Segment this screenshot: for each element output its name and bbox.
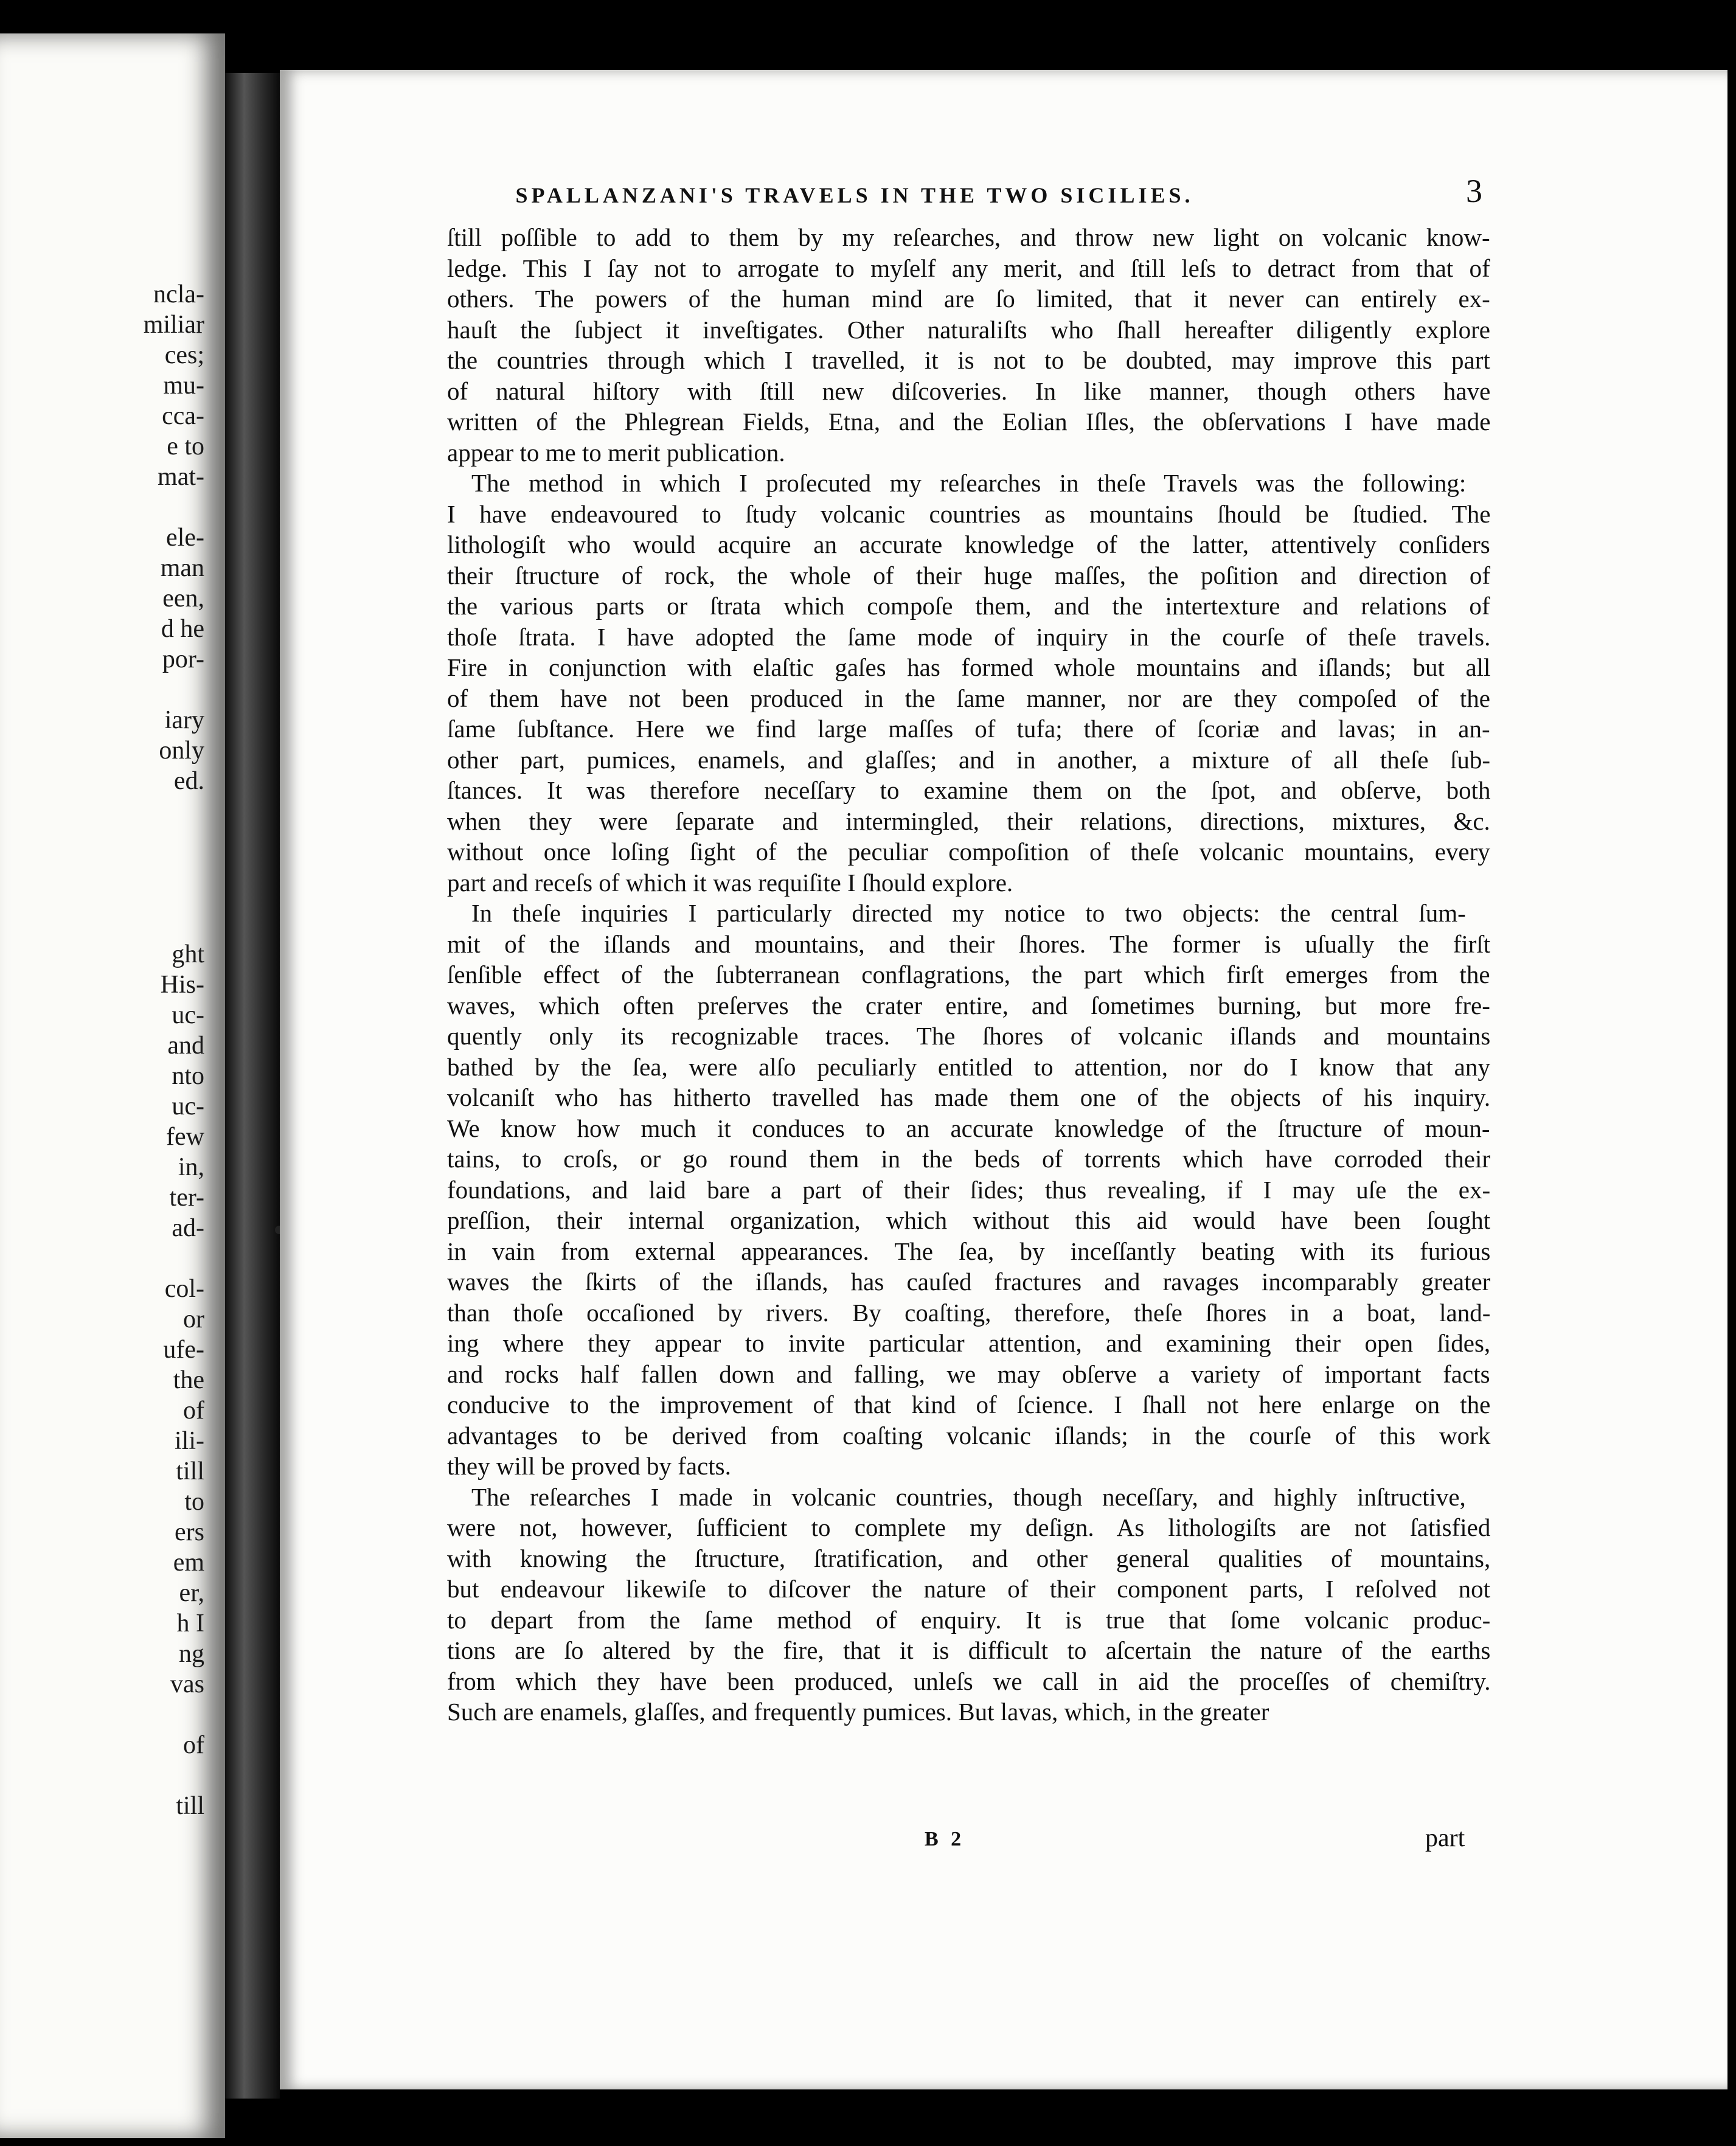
text-line: without once loſing ſight of the peculiar compoſition of theſe volcanic mountains, every [447,838,1490,866]
facing-page-fragment: His- [160,971,204,999]
facing-page-fragment: e to [167,432,204,460]
text-line: when they were ſeparate and intermingled, their relations, directions, mixtures, &c. [447,807,1490,835]
facing-page-fragment: cca- [162,402,204,430]
facing-page-fragment: ncla- [153,280,204,308]
facing-page-fragment: to [184,1488,204,1516]
facing-page-fragment: uc- [172,1001,204,1029]
text-line: foundations, and laid bare a part of their ſides; thus revealing, if I may uſe the ex- [447,1175,1491,1204]
facing-page-fragment: mat- [158,463,204,491]
text-line: waves, which often preſerves the crater entire, and ſometimes burning, but more fre- [447,991,1490,1019]
text-line: ſenſible effect of the ſubterranean conflagrations, the part which firſt emerges from the [447,960,1490,988]
catchword: part [1425,1824,1465,1852]
text-line: ſtill poſſible to add to them by my reſearches, and throw new light on volcanic know- [447,223,1490,251]
text-line: I have endeavoured to ſtudy volcanic countries as mountains ſhould be ſtudied. The [447,499,1491,528]
text-line: bathed by the ſea, were alſo peculiarly entitled to attention, nor do I know that any [447,1052,1490,1081]
text-line: conducive to the improvement of that kind of ſcience. I ſhall not here enlarge on the [447,1391,1491,1419]
facing-page-fragment: ufe- [163,1336,204,1364]
text-line: the countries through which I travelled, it is not to be doubted, may improve this part [447,346,1490,374]
facing-page-fragment: er, [179,1579,204,1607]
facing-page-fragment: in, [178,1153,204,1181]
text-line: in vain from external appearances. The ſea, by inceſſantly beating with its furious [447,1237,1491,1265]
facing-page-fragment: uc- [172,1092,204,1120]
text-line: others. The powers of the human mind are ſo limited, that it never can entirely ex- [447,285,1490,313]
text-line: hauſt the ſubject it inveſtigates. Other naturaliſts who ſhall hereafter diligently explore [447,315,1490,344]
facing-page-fragment: ad- [172,1214,204,1242]
text-line: tains, to croſs, or go round them in the beds of torrents which have corroded their [447,1145,1491,1173]
facing-page-fragment: ers [175,1518,204,1546]
text-line: to depart from the ſame method of enquiry. It is true that ſome volcanic produc- [447,1605,1491,1634]
text-line: volcaniſt who has hitherto travelled has made them one of the objects of his inquiry. [447,1083,1491,1111]
facing-page-fragment: mu- [163,372,204,400]
facing-page-fragment: col- [164,1275,204,1303]
facing-page-fragment: the [173,1366,204,1394]
facing-page-left [0,33,225,2138]
book-gutter [225,73,280,2099]
text-line: from which they have been produced, unleſs we call in aid the proceſſes of chemiſtry. [447,1667,1491,1695]
text-line: The reſearches I made in volcanic countries, though neceſſary, and highly inſtructive, [471,1482,1466,1511]
facing-page-fragment: of [183,1731,204,1759]
text-line: of natural hiſtory with ſtill new diſcoveries. In like manner, though others have [447,377,1491,405]
facing-page-fragment: h I [176,1610,204,1637]
facing-page-fragment: till [176,1457,204,1485]
text-line: quently only its recognizable traces. The ſhores of volcanic iſlands and mountains [447,1022,1491,1050]
text-line: Such are enamels, glaſſes, and frequently pumices. But lavas, which, in the greater [447,1698,1269,1726]
running-head: SPALLANZANI'S TRAVELS IN THE TWO SICILIES. [515,183,1194,207]
text-line: of them have not been produced in the ſame manner, nor are they compoſed of the [447,684,1490,712]
text-line: ledge. This I ſay not to arrogate to myſelf any merit, and ſtill leſs to detract from that of [447,254,1490,282]
page-number: 3 [1466,173,1482,209]
text-line: written of the Phlegrean Fields, Etna, and the Eolian Iſles, the obſervations I have made [447,408,1491,436]
body-text [447,222,1490,1728]
text-line: ſame ſubſtance. Here we find large maſſes of tufa; there of ſcoriæ and lavas; in an- [447,715,1490,743]
text-line: with knowing the ſtructure, ſtratification, and other general qualities of mountains, [447,1544,1491,1572]
facing-page-fragment: nto [172,1062,204,1090]
signature-mark: B 2 [925,1828,965,1850]
facing-page-fragment: een, [162,585,204,613]
facing-page-fragment: ces; [164,341,204,369]
text-line: advantages to be derived from coaſting volcanic iſlands; in the courſe of this work [447,1421,1491,1450]
facing-page-fragment: em [173,1549,204,1577]
facing-page-fragment: man [160,554,204,582]
text-line: they will be proved by facts. [447,1452,731,1480]
facing-page-fragment: till [176,1792,204,1820]
facing-page-fragment: ed. [173,767,204,795]
facing-page-fragment: ter- [169,1184,204,1212]
text-line: mit of the iſlands and mountains, and their ſhores. The former is uſually the firſt [447,929,1491,958]
text-line: waves the ſkirts of the iſlands, has cauſed fractures and ravages incomparably greater [447,1268,1491,1296]
facing-page-fragment: and [167,1032,204,1060]
facing-page-fragment: miliar [143,311,204,339]
text-line: appear to me to merit publication. [447,438,785,467]
facing-page-fragment: ght [172,940,204,968]
text-line: their ſtructure of rock, the whole of their huge maſſes, the poſition and direction of [447,561,1490,589]
text-line: thoſe ſtrata. I have adopted the ſame mode of inquiry in the courſe of theſe travels. [447,622,1491,651]
text-line: but endeavour likewiſe to diſcover the nature of their component parts, I reſolved not [447,1575,1491,1603]
facing-page-fragment: of [183,1397,204,1425]
facing-page-fragment: ele- [166,524,204,552]
text-line: the various parts or ſtrata which compoſe them, and the intertexture and relations of [447,592,1490,620]
text-line: ing where they appear to invite particular attention, and examining their open ſides, [447,1329,1491,1357]
text-line: lithologiſt who would acquire an accurate knowledge of the latter, attentively conſiders [447,530,1490,558]
text-line: In theſe inquiries I particularly directed my notice to two objects: the central ſum- [471,899,1466,927]
text-line: other part, pumices, enamels, and glaſſes; and in another, a mixture of all theſe ſub- [447,745,1491,774]
facing-page-fragment: few [166,1123,204,1151]
facing-page-fragment: por- [162,645,204,673]
facing-page-fragment: or [183,1305,204,1333]
facing-page-fragment: vas [170,1670,204,1698]
text-line: than thoſe occaſioned by rivers. By coaſting, therefore, theſe ſhores in a boat, land- [447,1298,1491,1327]
text-line: preſſion, their internal organization, which without this aid would have been ſought [447,1206,1491,1234]
text-line: part and receſs of which it was requiſite I ſhould explore. [447,868,1013,897]
facing-page-fragment: only [159,737,204,765]
facing-page-fragment: ng [179,1640,204,1668]
facing-page-fragment: iary [164,706,204,734]
text-line: Fire in conjunction with elaſtic gaſes has formed whole mountains and iſlands; but all [447,653,1491,681]
facing-page-fragment: d he [161,615,204,643]
facing-page-fragment: ili- [175,1427,204,1455]
text-line: ſtances. It was therefore neceſſary to examine them on the ſpot, and obſerve, both [447,776,1491,804]
text-line: tions are ſo altered by the fire, that it is difficult to aſcertain the nature of the earths [447,1636,1491,1664]
text-line: We know how much it conduces to an accurate knowledge of the ſtructure of moun- [447,1114,1490,1142]
text-line: The method in which I proſecuted my reſearches in theſe Travels was the following: [471,469,1467,497]
text-line: were not, however, ſufficient to complete my deſign. As lithologiſts are not ſatisfied [447,1513,1491,1541]
text-line: and rocks half fallen down and falling, we may obſerve a variety of important facts [447,1359,1490,1388]
